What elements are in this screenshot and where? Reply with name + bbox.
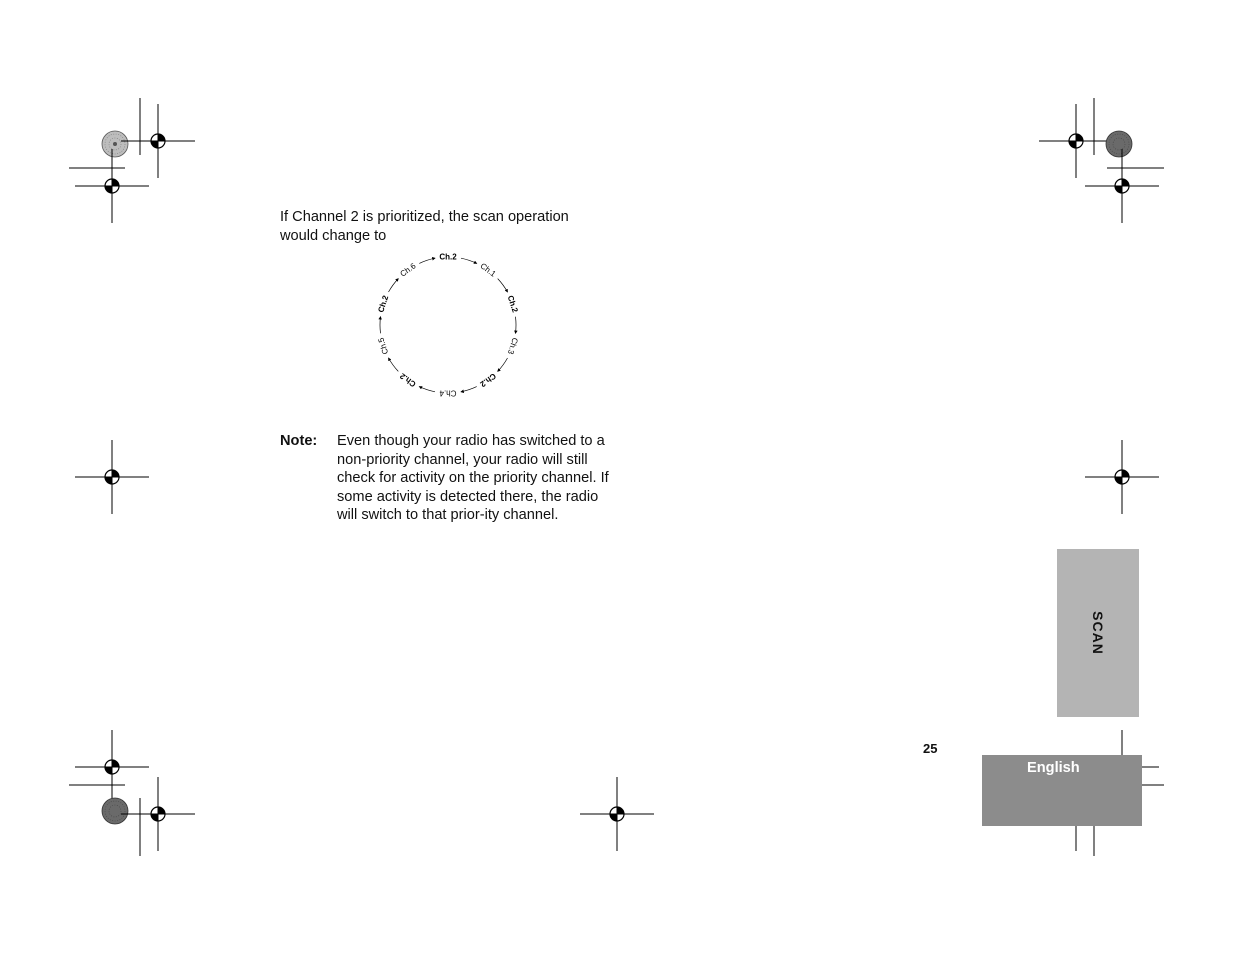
channel-label: Ch.2 bbox=[478, 371, 498, 389]
language-label: English bbox=[1027, 760, 1080, 776]
channel-label: Ch.6 bbox=[398, 261, 418, 279]
section-tab-label: SCAN bbox=[1090, 611, 1106, 655]
channel-label: Ch.1 bbox=[478, 261, 498, 279]
cycle-arrow bbox=[498, 279, 508, 292]
cycle-arrow bbox=[389, 358, 399, 371]
cycle-arrow bbox=[380, 317, 381, 334]
channel-label: Ch.5 bbox=[376, 336, 391, 356]
intro-text: If Channel 2 is prioritized, the scan operation would change to bbox=[280, 209, 569, 244]
note-text: Even though your radio has switched to a non-priority channel, your radio will still check for activity on the priority channel. If some activity is detected there, the radio will switch to that prior-ity channel. bbox=[337, 433, 609, 524]
cycle-arrow bbox=[419, 387, 435, 392]
section-tab-scan bbox=[1057, 549, 1139, 717]
cycle-arrow bbox=[461, 387, 477, 392]
cycle-arrow bbox=[389, 279, 399, 292]
note-label: Note: bbox=[280, 433, 318, 449]
cycle-arrow bbox=[516, 317, 517, 334]
channel-label: Ch.4 bbox=[439, 388, 457, 398]
channel-label: Ch.3 bbox=[505, 336, 520, 356]
channel-label: Ch.2 bbox=[439, 252, 457, 262]
channel-label: Ch.2 bbox=[376, 294, 391, 314]
channel-label: Ch.2 bbox=[398, 371, 418, 389]
cycle-arrow bbox=[461, 258, 477, 263]
page-number: 25 bbox=[923, 741, 938, 756]
priority-scan-cycle-diagram bbox=[360, 245, 540, 405]
cycle-arrow bbox=[419, 258, 435, 263]
channel-label: Ch.2 bbox=[505, 294, 520, 314]
cycle-arrow bbox=[498, 358, 508, 371]
language-tab bbox=[982, 755, 1142, 826]
